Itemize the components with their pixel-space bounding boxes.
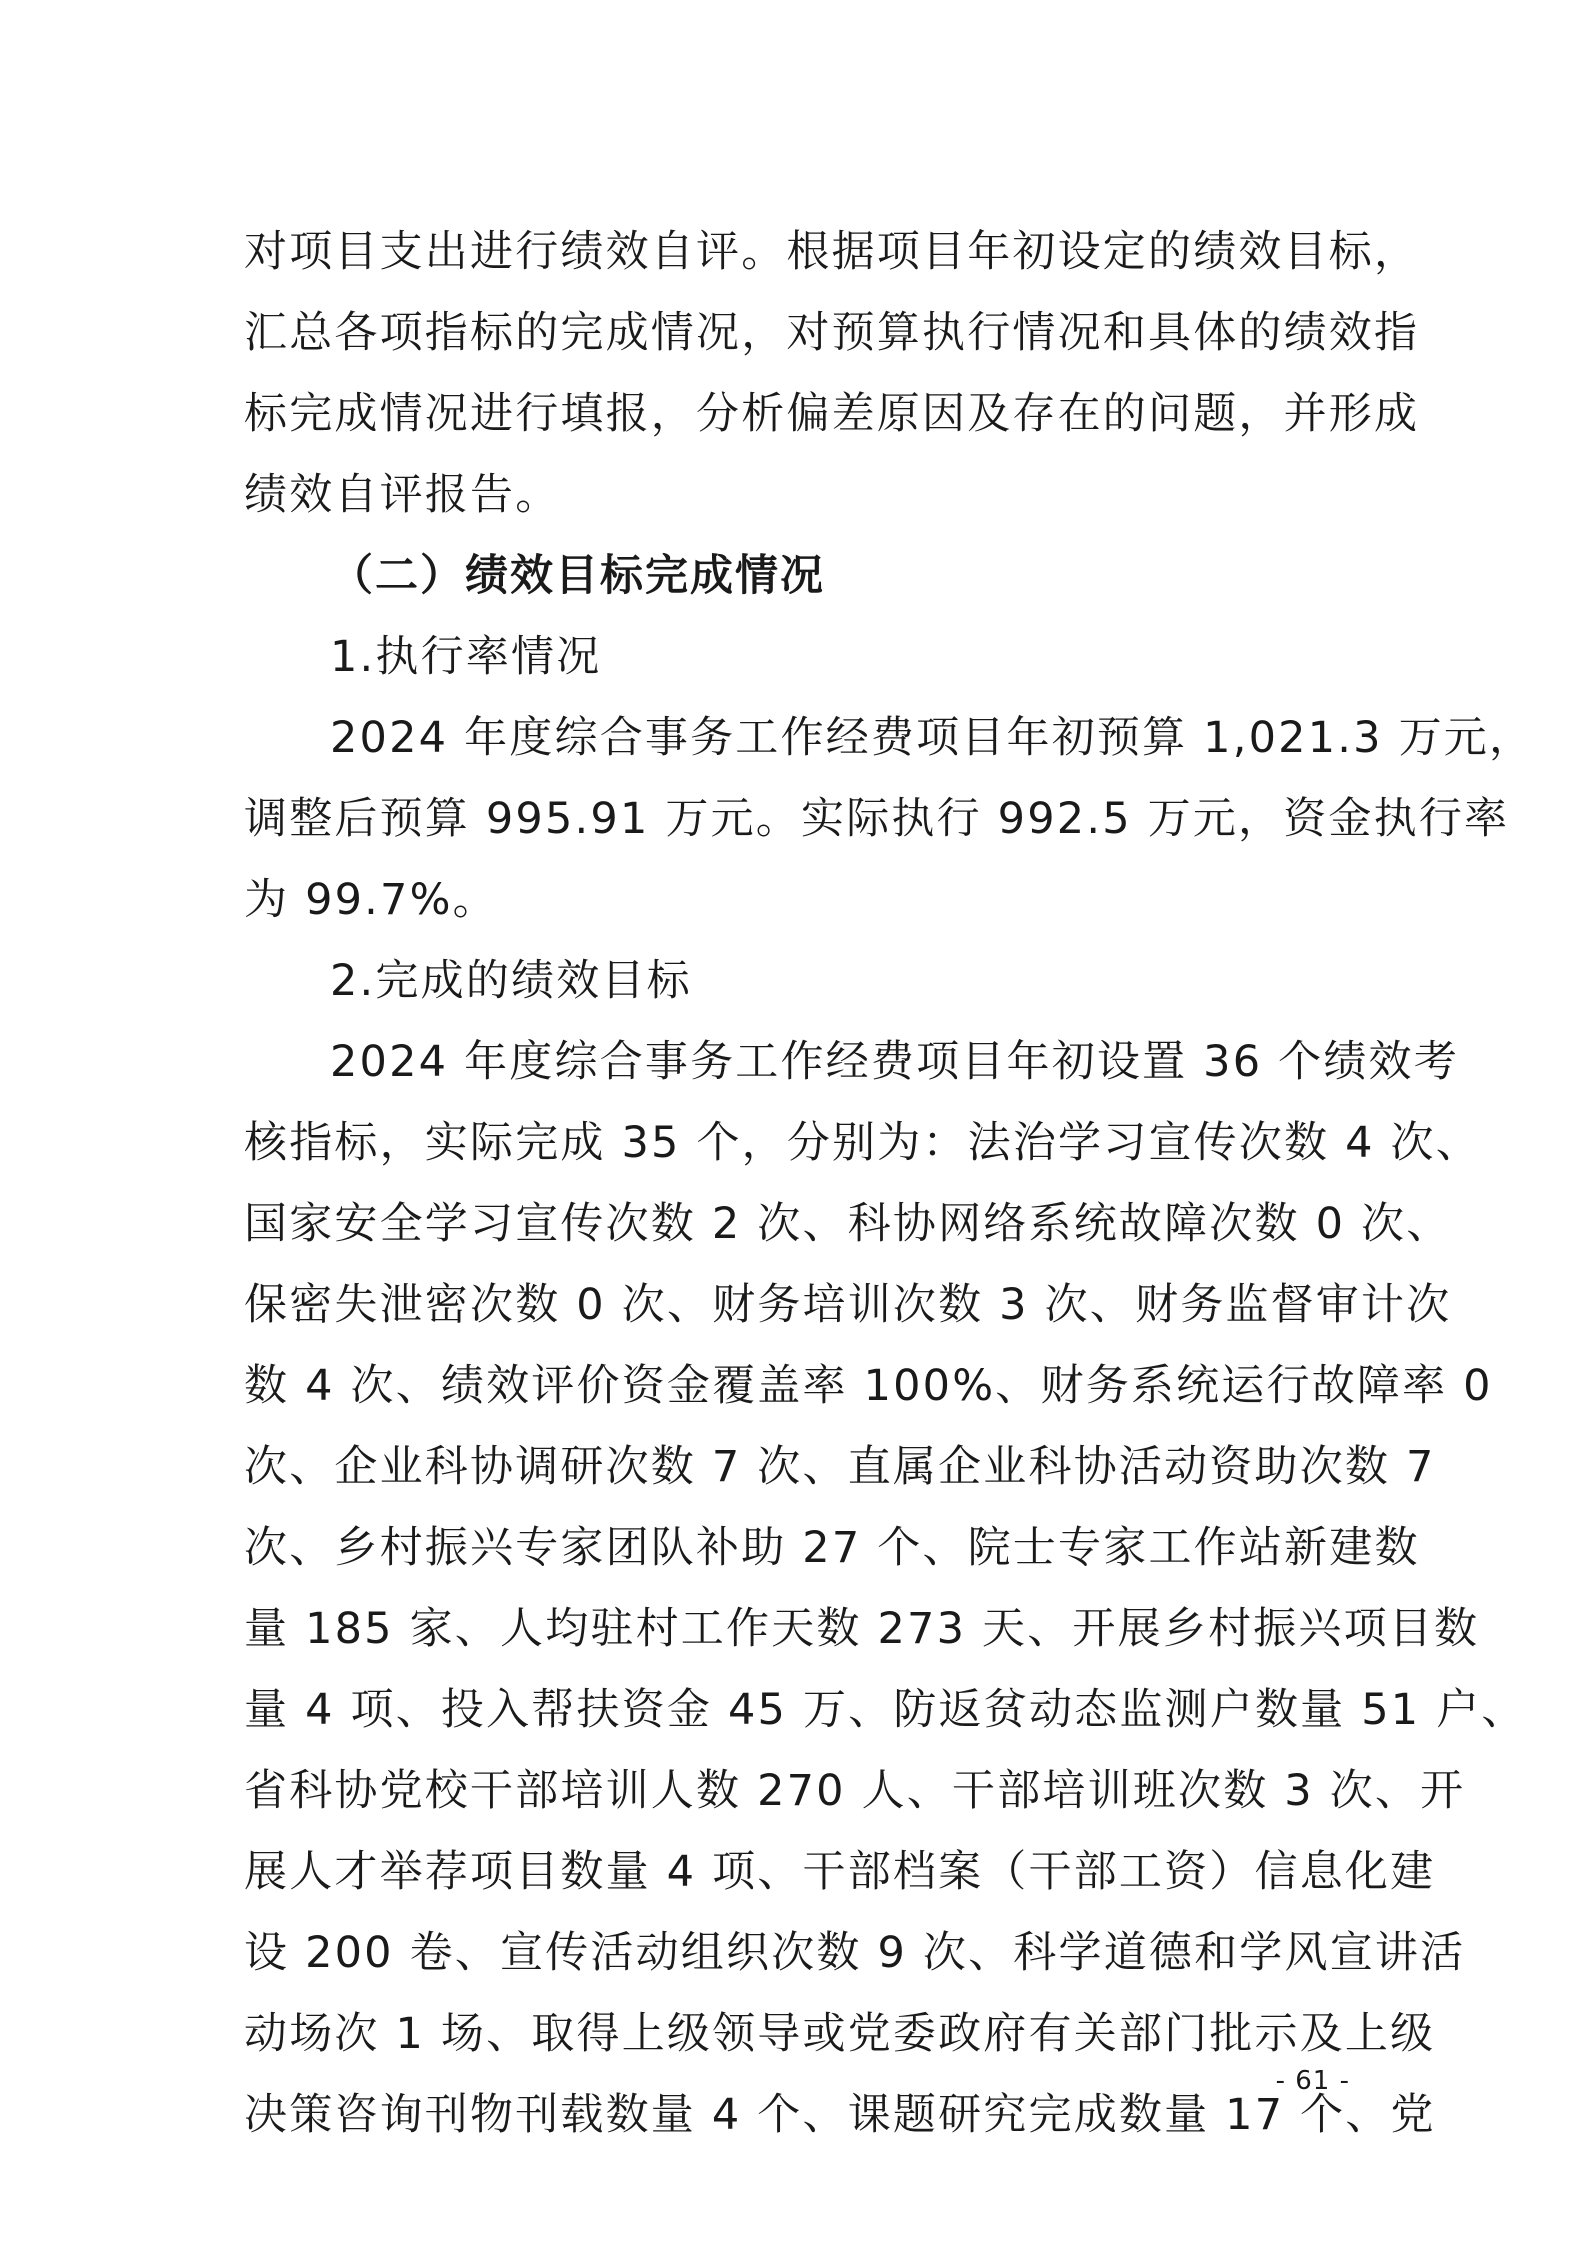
text-line: 数 4 次、绩效评价资金覆盖率 100%、财务系统运行故障率 0	[244, 1361, 1493, 1411]
page-number: - 61 -	[1275, 2066, 1350, 2096]
text-line: 次、乡村振兴专家团队补助 27 个、院士专家工作站新建数	[244, 1523, 1420, 1573]
text-line: 汇总各项指标的完成情况，对预算执行情况和具体的绩效指	[244, 308, 1420, 358]
text-line: 设 200 卷、宣传活动组织次数 9 次、科学道德和学风宣讲活	[244, 1928, 1466, 1978]
text-line: 保密失泄密次数 0 次、财务培训次数 3 次、财务监督审计次	[244, 1280, 1452, 1330]
text-line: 国家安全学习宣传次数 2 次、科协网络系统故障次数 0 次、	[244, 1199, 1452, 1249]
subsection-heading: 2.完成的绩效目标	[330, 956, 692, 1006]
text-line: 动场次 1 场、取得上级领导或党委政府有关部门批示及上级	[244, 2009, 1436, 2059]
text-line: 量 4 项、投入帮扶资金 45 万、防返贫动态监测户数量 51 户、	[244, 1685, 1527, 1735]
text-line: 为 99.7%。	[244, 875, 498, 925]
text-line: 省科协党校干部培训人数 270 人、干部培训班次数 3 次、开	[244, 1766, 1466, 1816]
text-line: 2024 年度综合事务工作经费项目年初设置 36 个绩效考	[330, 1037, 1459, 1087]
text-line: 决策咨询刊物刊载数量 4 个、课题研究完成数量 17 个、党	[244, 2090, 1436, 2140]
text-line: 次、企业科协调研次数 7 次、直属企业科协活动资助次数 7	[244, 1442, 1436, 1492]
text-line: 展人才举荐项目数量 4 项、干部档案（干部工资）信息化建	[244, 1847, 1436, 1897]
text-line: 调整后预算 995.91 万元。实际执行 992.5 万元，资金执行率	[244, 794, 1510, 844]
body-text	[244, 212, 1535, 2156]
section-heading: （二）绩效目标完成情况	[330, 551, 825, 601]
text-line: 2024 年度综合事务工作经费项目年初预算 1,021.3 万元，	[330, 713, 1535, 763]
subsection-heading: 1.执行率情况	[330, 632, 602, 682]
text-line: 量 185 家、人均驻村工作天数 273 天、开展乡村振兴项目数	[244, 1604, 1480, 1654]
text-line: 绩效自评报告。	[244, 470, 561, 520]
text-line: 标完成情况进行填报，分析偏差原因及存在的问题，并形成	[244, 389, 1420, 439]
text-line: 对项目支出进行绩效自评。根据项目年初设定的绩效目标，	[244, 227, 1420, 277]
text-line: 核指标，实际完成 35 个，分别为：法治学习宣传次数 4 次、	[244, 1118, 1481, 1168]
